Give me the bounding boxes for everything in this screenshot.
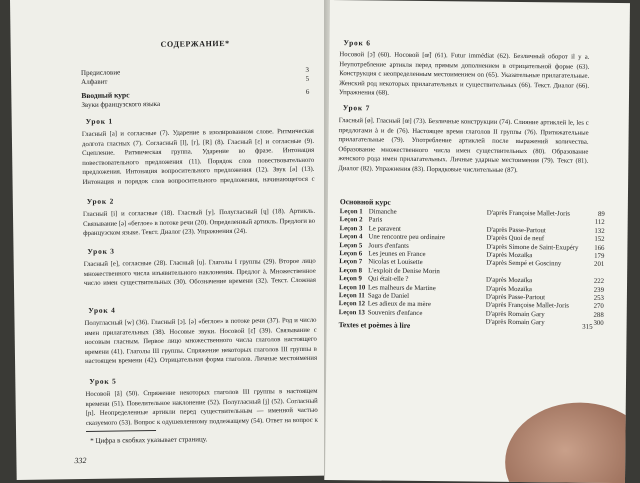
- lecon-source: D'après Quoi de neuf: [486, 234, 545, 243]
- lecon-source: D'après Mozaïka: [485, 285, 532, 293]
- lecon-source: D'après Romain Gary: [485, 318, 545, 327]
- left-page: [10, 0, 333, 480]
- lecon-source: D'après Françoise Mallet-Joris: [485, 302, 569, 310]
- lecon-page: 89: [597, 210, 605, 218]
- toc-alphabet-page: 5: [305, 74, 310, 83]
- lecon-label: Leçon 5: [339, 241, 363, 249]
- lecon-source: D'après Passe-Partout: [486, 226, 546, 235]
- lecon-page: 300: [593, 320, 604, 328]
- lecon-title: Jours d'enfants: [368, 242, 409, 250]
- lecon-page: 166: [594, 244, 605, 252]
- lecon-title: Dimanche: [368, 208, 397, 216]
- lecon-page: 152: [594, 236, 605, 244]
- page-number: 332: [74, 455, 87, 466]
- lesson-1-heading: Урок 1: [85, 116, 113, 126]
- lesson-2-heading: Урок 2: [86, 196, 115, 206]
- footnote-rule: [86, 430, 156, 432]
- lessons-table: [339, 208, 605, 328]
- lecon-label: Leçon 10: [338, 283, 366, 292]
- lecon-title: Le paravent: [368, 225, 401, 233]
- lesson-6-text: Носовой [ɔ̃] (60). Носовой [œ̃] (61). Futur immédiat (62). Безличный оборот il y a. Неупотребление артикля перед прямым дополнением в отрицательной форме (63). Конструкция с неопределенным местоимением on (65). Указательные прилагательные. Женский род некоторых прилагательных и существительных (66). Текст. Диалог (66). Упражнения (68).: [338, 51, 590, 97]
- lesson-5-heading: Урок 5: [89, 376, 117, 386]
- lecon-label: Leçon 8: [339, 266, 363, 275]
- lecon-label: Leçon 9: [339, 275, 362, 283]
- lecon-source: D'après Sempé et Goscinny: [486, 260, 562, 268]
- lecon-title: L'exploit de Denise Morin: [368, 267, 440, 276]
- lecon-source: D'après Romain Gary: [485, 310, 545, 319]
- texts-page: 315: [582, 322, 593, 331]
- texts-heading: Textes et poèmes à lire: [338, 320, 411, 330]
- lecon-source: D'après Françoise Mallet-Joris: [486, 209, 570, 218]
- lecon-source: D'après Simone de Saint-Exupéry: [486, 243, 579, 252]
- footnote: * Цифра в скобках указывает страницу.: [90, 435, 208, 445]
- toc-intro-heading: Вводный курс: [81, 90, 130, 101]
- lecon-page: [578, 269, 604, 278]
- lecon-title: Nicolas et Louisette: [368, 258, 423, 267]
- lesson-7-text: Гласный [ø]. Гласный [œ] (73). Безличные конструкции (74). Слияние артиклей le, les с предлогами à и de (76). Настоящее время глаголов II группы (76). Притяжательные прилагательные (79). Употребление артиклей после выражений количества. Образование множественного числа имен существительных (80). Образование женского рода имен прилагательных. Личные ударные местоимения (79). Текст (81). Диалог (82). Упражнения (83). Порядковые числительные (87).: [338, 117, 589, 174]
- lesson-7-heading: Урок 7: [342, 103, 371, 113]
- lecon-title: Paris: [368, 216, 383, 224]
- lesson-6-heading: Урок 6: [343, 38, 371, 48]
- lecon-label: Leçon 13: [338, 308, 366, 317]
- lecon-page: 239: [593, 286, 605, 294]
- lecon-page: 270: [593, 303, 604, 311]
- lecon-label: Leçon 4: [339, 233, 363, 241]
- lecon-label: Leçon 3: [339, 224, 363, 233]
- lecon-page: 222: [593, 278, 605, 286]
- lesson-1-text: Гласный [a] и согласные (7). Ударение в изолированном слове. Ритмическая долгота гласных (7). Согласный [l], [r], [R] (8). Гласный [ɛ] и согласные (9). Сцепление. Ритмическая группа. Ударение во фразе. Интонация повествовательного предложения (11). Порядок слов повествовательного предложения. Интонация вопросительного предложения (12). Звук [ə] (13). Интонация и порядок слов вопросительного предложения, начинающегося с: [81, 127, 315, 186]
- lecon-page: 132: [594, 227, 605, 235]
- toc-preface: Предисловие: [80, 68, 121, 78]
- lecon-page: 179: [594, 252, 605, 260]
- lecon-page: 288: [593, 311, 604, 319]
- toc-title: СОДЕРЖАНИЕ*: [160, 38, 230, 49]
- right-page: [325, 0, 630, 483]
- thumb-image: [505, 402, 630, 483]
- lecon-label: Leçon 2: [339, 216, 363, 224]
- lecon-label: Leçon 1: [339, 208, 363, 216]
- lesson-3-heading: Урок 3: [87, 246, 115, 256]
- lecon-title: Les malheurs de Martine: [367, 284, 436, 292]
- lecon-title: Les jeunes en France: [368, 250, 426, 259]
- lecon-title: Saga de Daniel: [367, 292, 410, 300]
- lecon-page: 112: [594, 219, 605, 227]
- main-course-heading: Основной курс: [339, 197, 391, 207]
- lecon-page: 201: [594, 261, 605, 269]
- lesson-5-text: Носовой [ã] (50). Спряжение некоторых глаголов III группы в настоящем времени (51). Повелительное наклонение (52). Полугласный [j] (52). Согласный [ɲ]. Неопределенные артикли перед существительным — именной частью сказуемого (53). Вопрос к одушевленному подлежащему (54). Ответ на вопрос к: [85, 387, 318, 427]
- lesson-3-text: Гласный [e], согласные (28). Гласный [u]. Глаголы I группы (29). Второе лицо множественного числа изъявительного наклонения. Предлог à. Множественное число имен существительных (30). Обозначение времени (32). Текст. Сложная: [83, 257, 316, 288]
- toc-sounds: Звуки французского языка: [81, 99, 161, 110]
- lecon-label: Leçon 6: [339, 250, 363, 258]
- toc-alphabet: Алфавит: [81, 77, 108, 87]
- lecon-label: Leçon 12: [338, 300, 366, 308]
- lecon-label: Leçon 11: [338, 292, 365, 300]
- lecon-source: D'après Mozaïka: [486, 251, 533, 260]
- toc-preface-page: 3: [305, 65, 310, 74]
- lesson-2-text: Гласный [i] и согласные (18). Гласный [y]. Полугласный [ɥ] (18). Артикль. Связывание [ə] «беглое» в потоке речи (20). Определенный артикль. Предлоги во французском языке. Текст. Диалог (23). Упражнения (24).: [82, 207, 316, 238]
- lecon-page: 253: [593, 294, 604, 302]
- lesson-4-heading: Урок 4: [88, 305, 116, 315]
- toc-intro-page: 6: [305, 87, 310, 96]
- lecon-source: D'après Mozaïka: [486, 276, 533, 285]
- lesson-4-text: Полугласный [w] (36). Гласный [ɔ]. [ə] «беглое» в потоке речи (37). Род и число имен прилагательных (38). Носовые звуки. Носовой [ɛ̃] (39). Связывание с носовым гласным. Первое лицо множественного числа глаголов настоящего времени (41). Глаголы III группы. Спряжение некоторых глаголов III группы в настоящем времени (42). Отрицательная форма глаголов. Личные местоимения: [84, 316, 318, 366]
- lecon-title: Les adieux de ma mère: [367, 300, 431, 309]
- lecon-title: Une rencontre peu ordinaire: [368, 233, 445, 242]
- lecon-source: D'après Passe-Partout: [485, 293, 546, 302]
- lecon-title: Souvenirs d'enfance: [367, 309, 423, 317]
- lecon-title: Qui était-elle ?: [368, 275, 409, 284]
- lecon-label: Leçon 7: [339, 258, 363, 266]
